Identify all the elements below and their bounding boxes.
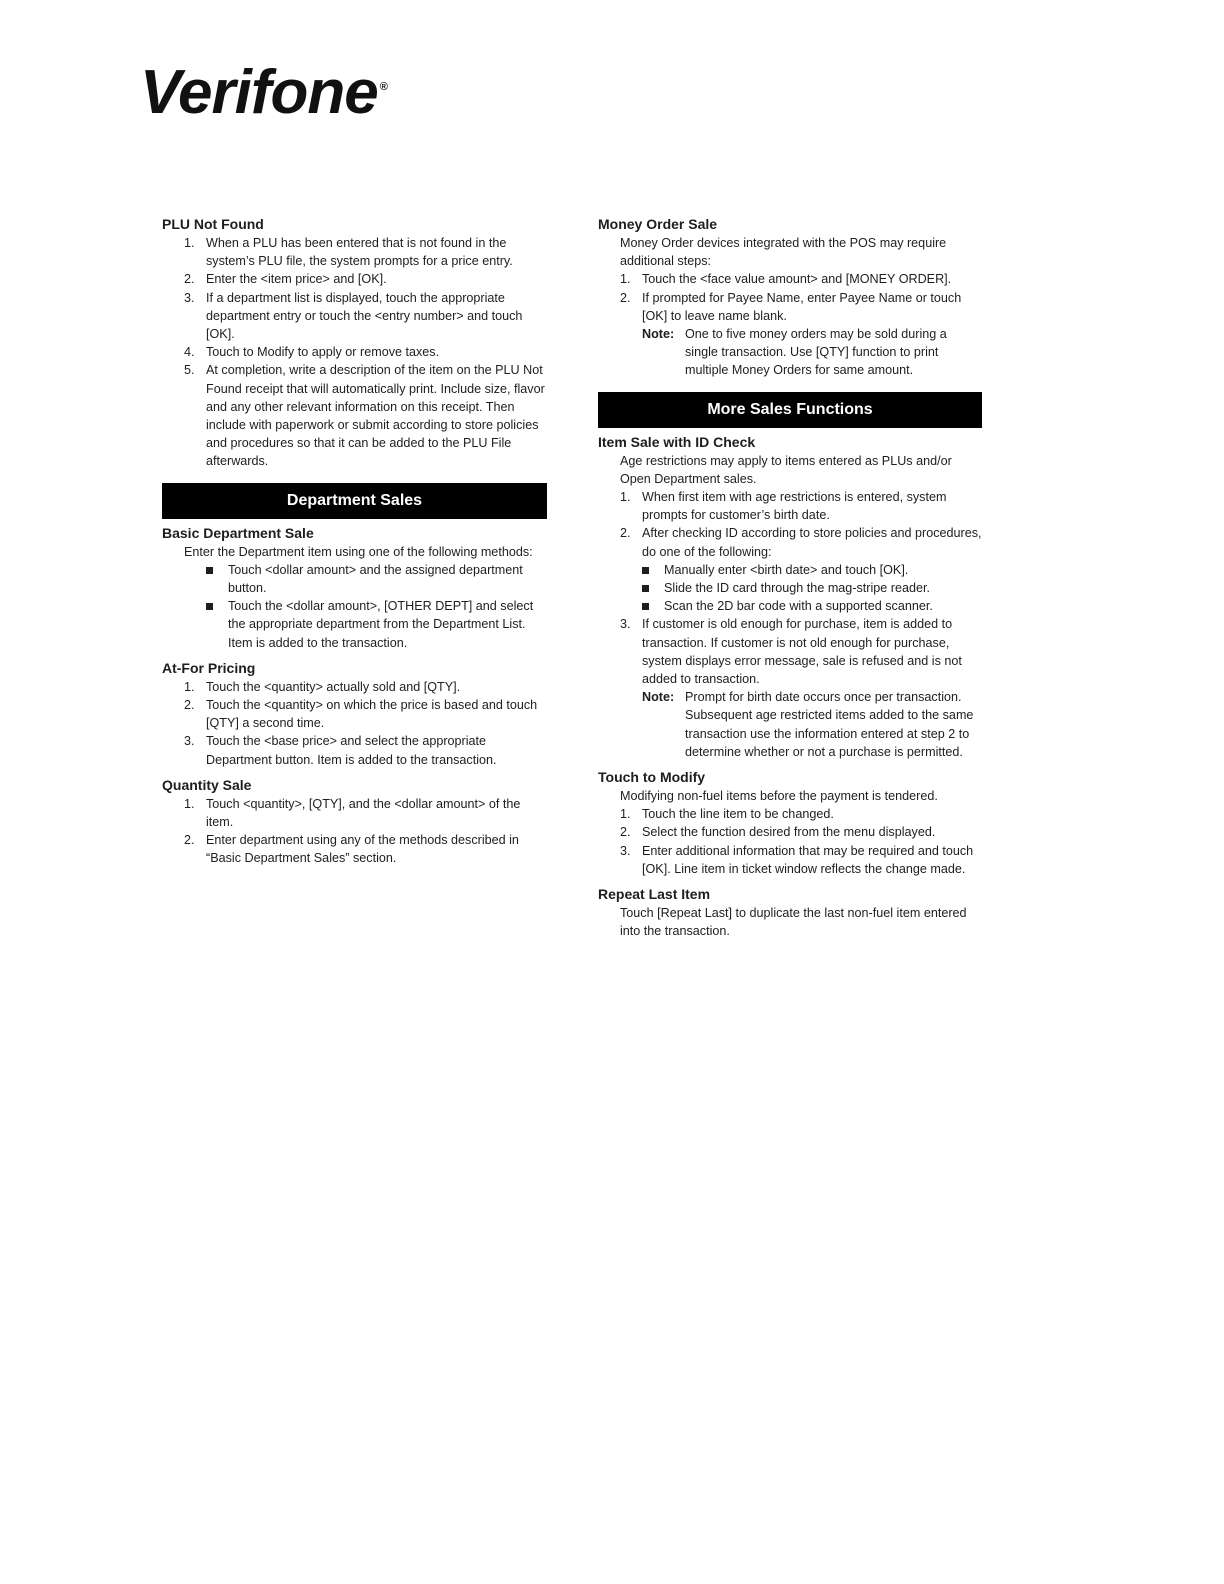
right-column	[598, 214, 982, 941]
bullet-square-icon	[642, 603, 649, 610]
idcheck-intro: Age restrictions may apply to items entered as PLUs and/or Open Department sales.	[620, 453, 952, 486]
list-item: Manually enter <birth date> and touch [OK].	[598, 561, 982, 579]
list-item: 2. Select the function desired from the menu displayed.	[620, 825, 936, 840]
note-label: Note:	[642, 327, 675, 342]
bullet-square-icon	[206, 603, 213, 610]
basic-bullets	[162, 561, 547, 652]
bullet-square-icon	[642, 585, 649, 592]
idcheck-steps-cont	[598, 615, 982, 688]
section-title-basic-department-sale: Basic Department Sale	[162, 524, 314, 541]
list-item: 1. Touch the line item to be changed.	[620, 807, 834, 822]
list-item: 3. Touch the <base price> and select the appropriate Department button. Item is added to the transaction.	[184, 734, 497, 767]
list-item: Touch <dollar amount> and the assigned department button.	[162, 561, 547, 597]
list-item: 2. If prompted for Payee Name, enter Payee Name or touch [OK] to leave name blank.	[620, 290, 962, 323]
banner-department-sales: Department Sales	[162, 483, 547, 519]
list-item: 2. Enter the <item price> and [OK].	[184, 272, 387, 287]
basic-intro: Enter the Department item using one of the following methods:	[184, 544, 533, 559]
list-item: 2. After checking ID according to store policies and procedures, do one of the following:	[620, 526, 982, 559]
atfor-steps	[162, 678, 547, 769]
plu-steps	[162, 234, 547, 471]
verifone-logo: Verifone ®	[140, 58, 387, 127]
list-item: 1. Touch the <face value amount> and [MONEY ORDER].	[620, 272, 952, 287]
repeat-text: Touch [Repeat Last] to duplicate the last non-fuel item entered into the transaction.	[620, 906, 967, 939]
money-intro: Money Order devices integrated with the POS may require additional steps:	[620, 236, 947, 269]
list-item: 1. When a PLU has been entered that is not found in the system’s PLU file, the system prompts for a price entry.	[184, 236, 513, 269]
list-item: 3. If customer is old enough for purchase, item is added to transaction. If customer is not old enough for purchase, system displays error message, sale is refused and is not added to transaction.	[620, 617, 962, 687]
registered-mark: ®	[379, 81, 387, 93]
qty-steps	[162, 795, 547, 868]
bullet-square-icon	[642, 567, 649, 574]
note-label: Note:	[642, 690, 675, 705]
banner-more-sales-functions: More Sales Functions	[598, 392, 982, 428]
left-column	[162, 214, 547, 868]
list-item: Scan the 2D bar code with a supported scanner.	[598, 597, 982, 615]
modify-intro: Modifying non-fuel items before the payment is tendered.	[620, 789, 938, 804]
list-item: 2. Enter department using any of the methods described in “Basic Department Sales” section.	[184, 833, 519, 866]
list-item: Touch the <dollar amount>, [OTHER DEPT] and select the appropriate department from the Department List. Item is added to the transaction.	[162, 597, 547, 652]
modify-steps	[598, 805, 982, 878]
section-title-at-for-pricing: At-For Pricing	[162, 659, 256, 676]
section-title-plu-not-found: PLU Not Found	[162, 216, 264, 232]
list-item: 1. Touch <quantity>, [QTY], and the <dollar amount> of the item.	[184, 796, 521, 830]
list-item: 5. At completion, write a description of the item on the PLU Not Found receipt that will automatically print. Include size, flavor and any other relevant information on this receipt. Then include with paperwork or submit according to store policies and procedures so that it can be added to the PLU File afterwards.	[184, 363, 545, 469]
list-item: Slide the ID card through the mag-stripe reader.	[598, 579, 982, 597]
money-note: Note: One to five money orders may be sold during a single transaction. Use [QTY] function to print multiple Money Orders for same amount.	[642, 327, 947, 378]
bullet-square-icon	[206, 567, 213, 574]
list-item: 3. If a department list is displayed, touch the appropriate department entry or touch the <entry number> and touch [OK].	[184, 290, 523, 342]
list-item: 1. Touch the <quantity> actually sold and [QTY].	[184, 679, 461, 694]
list-item: 2. Touch the <quantity> on which the price is based and touch [QTY] a second time.	[184, 698, 538, 731]
idcheck-note: Note: Prompt for birth date occurs once per transaction. Subsequent age restricted items added to the same transaction use the information entered at step 2 to determine whether or not a purchase is permitted.	[642, 690, 974, 759]
section-title-item-sale-id-check: Item Sale with ID Check	[598, 433, 756, 450]
list-item: 1. When first item with age restrictions is entered, system prompts for customer’s birth date.	[620, 490, 947, 523]
idcheck-steps	[598, 488, 982, 561]
section-title-touch-to-modify: Touch to Modify	[598, 769, 706, 786]
section-title-repeat-last-item: Repeat Last Item	[598, 886, 711, 903]
idcheck-bullets	[598, 561, 982, 616]
section-title-money-order-sale: Money Order Sale	[598, 216, 718, 232]
section-title-quantity-sale: Quantity Sale	[162, 776, 252, 793]
money-steps	[598, 270, 982, 325]
list-item: 4. Touch to Modify to apply or remove taxes.	[184, 345, 440, 360]
list-item: 3. Enter additional information that may be required and touch [OK]. Line item in ticket window reflects the change made.	[620, 843, 974, 876]
